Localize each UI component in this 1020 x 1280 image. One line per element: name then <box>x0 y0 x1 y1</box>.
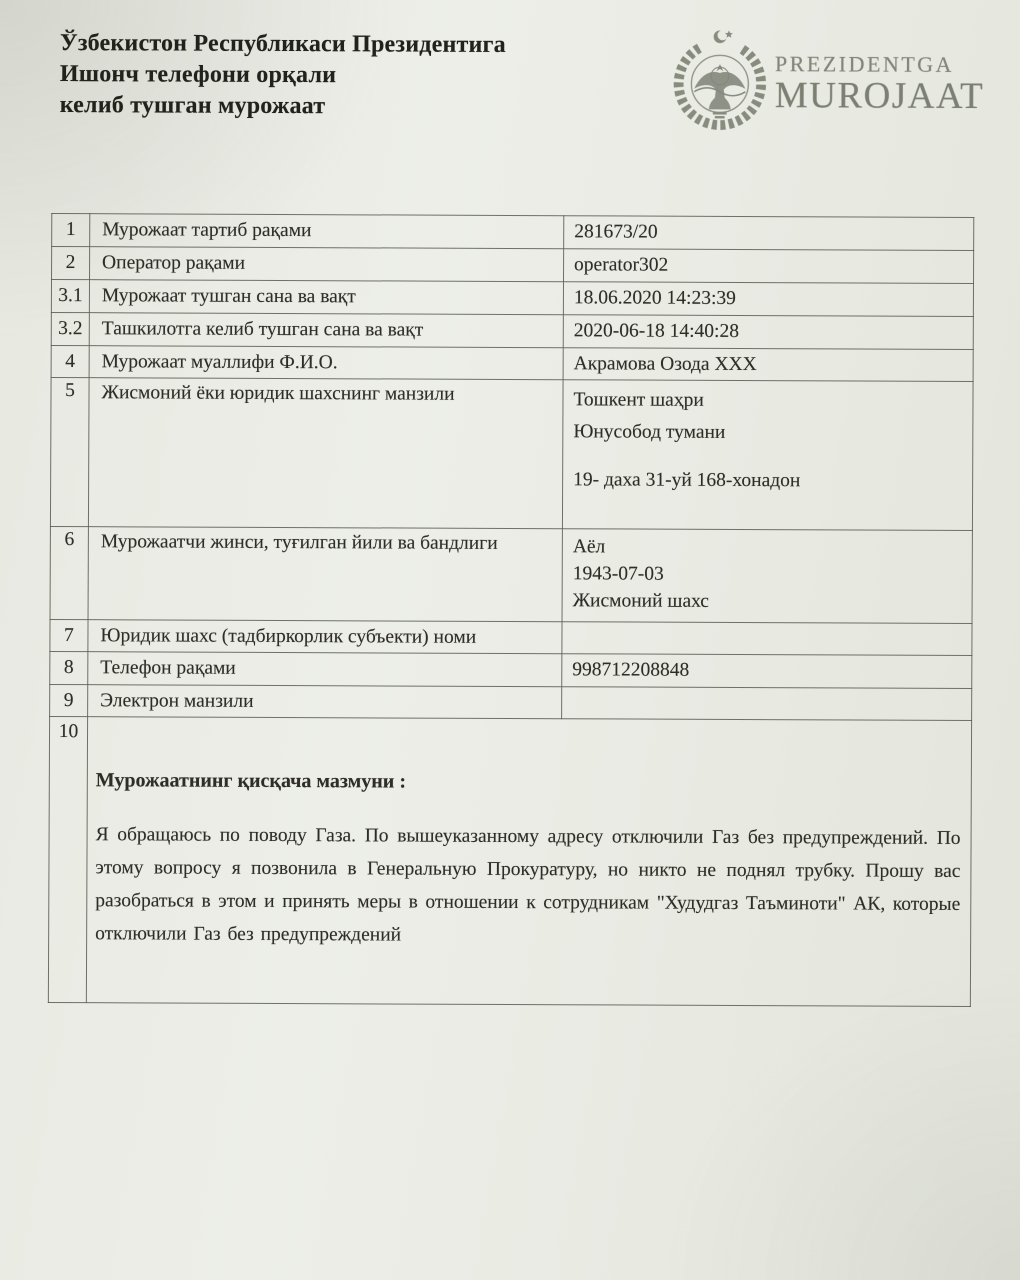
summary-cell <box>86 717 971 1007</box>
table-row <box>51 345 973 381</box>
row-label: Оператор рақами <box>90 247 564 282</box>
row-number: 8 <box>50 651 88 684</box>
summary-body: Я обращаюсь по поводу Газа. По вышеуказанному адресу отключили Газ без предупреждений. По этому вопросу я позвонила в Генеральную Прокуратуру, но никто не поднял трубку. Прошу вас разобраться в этом и принять меры в отношении к сотрудникам "Худудгаз Таъминоти" АК, которые отключили Газ без предупреждений <box>95 824 961 946</box>
person-type: Жисмоний шахс <box>572 590 710 612</box>
row-number: 1 <box>52 213 90 246</box>
row-value: 281673/20 <box>564 216 974 251</box>
row-value-person <box>562 529 972 624</box>
row-label: Ташкилотга келиб тушган сана ва вақт <box>89 313 563 348</box>
logo-line-prezidentga: PREZIDENTGA <box>774 51 955 77</box>
row-number: 6 <box>50 526 88 619</box>
table-row <box>52 246 974 283</box>
table-row <box>50 651 972 688</box>
logo-wordmark <box>774 51 985 118</box>
row-number: 5 <box>50 377 89 526</box>
row-label: Мурожаатчи жинси, туғилган йили ва бандлиги <box>88 527 562 622</box>
prezidentga-murojaat-logo <box>670 27 985 138</box>
table-row <box>50 684 972 720</box>
row-number: 3.2 <box>51 312 89 345</box>
row-label: Мурожаат тушган сана ва вақт <box>89 280 563 315</box>
row-value <box>562 687 972 721</box>
row-label: Юридик шахс (тадбиркорлик субъекти) номи <box>88 620 562 654</box>
row-label: Мурожаат тартиб рақами <box>90 214 564 249</box>
document-title <box>60 28 506 123</box>
row-value: 18.06.2020 14:23:39 <box>563 282 973 317</box>
row-number: 3.1 <box>51 279 89 312</box>
table-row <box>52 213 974 250</box>
table-row-summary <box>48 716 971 1006</box>
row-label: Мурожаат муаллифи Ф.И.О. <box>89 346 563 380</box>
row-label: Электрон манзили <box>88 685 562 719</box>
row-number: 9 <box>50 684 88 716</box>
row-value: 998712208848 <box>562 654 972 689</box>
row-value: 2020-06-18 14:40:28 <box>563 315 973 350</box>
uzbekistan-coat-of-arms-icon <box>670 27 770 137</box>
title-line-1: Ўзбекистон Республикаси Президентига <box>59 30 506 58</box>
address-district: Юнусобод тумани <box>573 421 726 443</box>
row-number: 2 <box>52 246 90 279</box>
person-birthdate: 1943-07-03 <box>572 563 664 585</box>
table-row <box>51 279 973 316</box>
summary-label: Мурожаатнинг қисқача мазмуни : <box>95 769 407 793</box>
row-value: operator302 <box>564 249 974 284</box>
row-value-address <box>562 380 973 531</box>
title-line-3: келиб тушган мурожаат <box>59 92 326 120</box>
table-row <box>51 312 973 349</box>
row-number: 4 <box>51 345 89 377</box>
row-label: Жисмоний ёки юридик шахснинг манзили <box>88 378 563 529</box>
table-row <box>50 619 972 655</box>
row-label: Телефон рақами <box>88 652 562 687</box>
logo-line-murojaat: MUROJAAT <box>774 75 985 118</box>
row-number: 7 <box>50 619 88 651</box>
address-house: 19- даха 31-уй 168-хонадон <box>573 469 801 492</box>
row-value: Акрамова Озода XXX <box>563 348 973 382</box>
title-line-2: Ишонч телефони орқали <box>59 61 337 89</box>
person-gender: Аёл <box>572 536 606 558</box>
table-row-person <box>50 526 972 623</box>
row-number: 10 <box>48 716 87 1002</box>
table-row-address <box>50 377 973 530</box>
address-city: Тошкент шаҳри <box>573 389 704 411</box>
row-value <box>562 622 972 656</box>
appeal-details-table <box>48 213 974 1007</box>
